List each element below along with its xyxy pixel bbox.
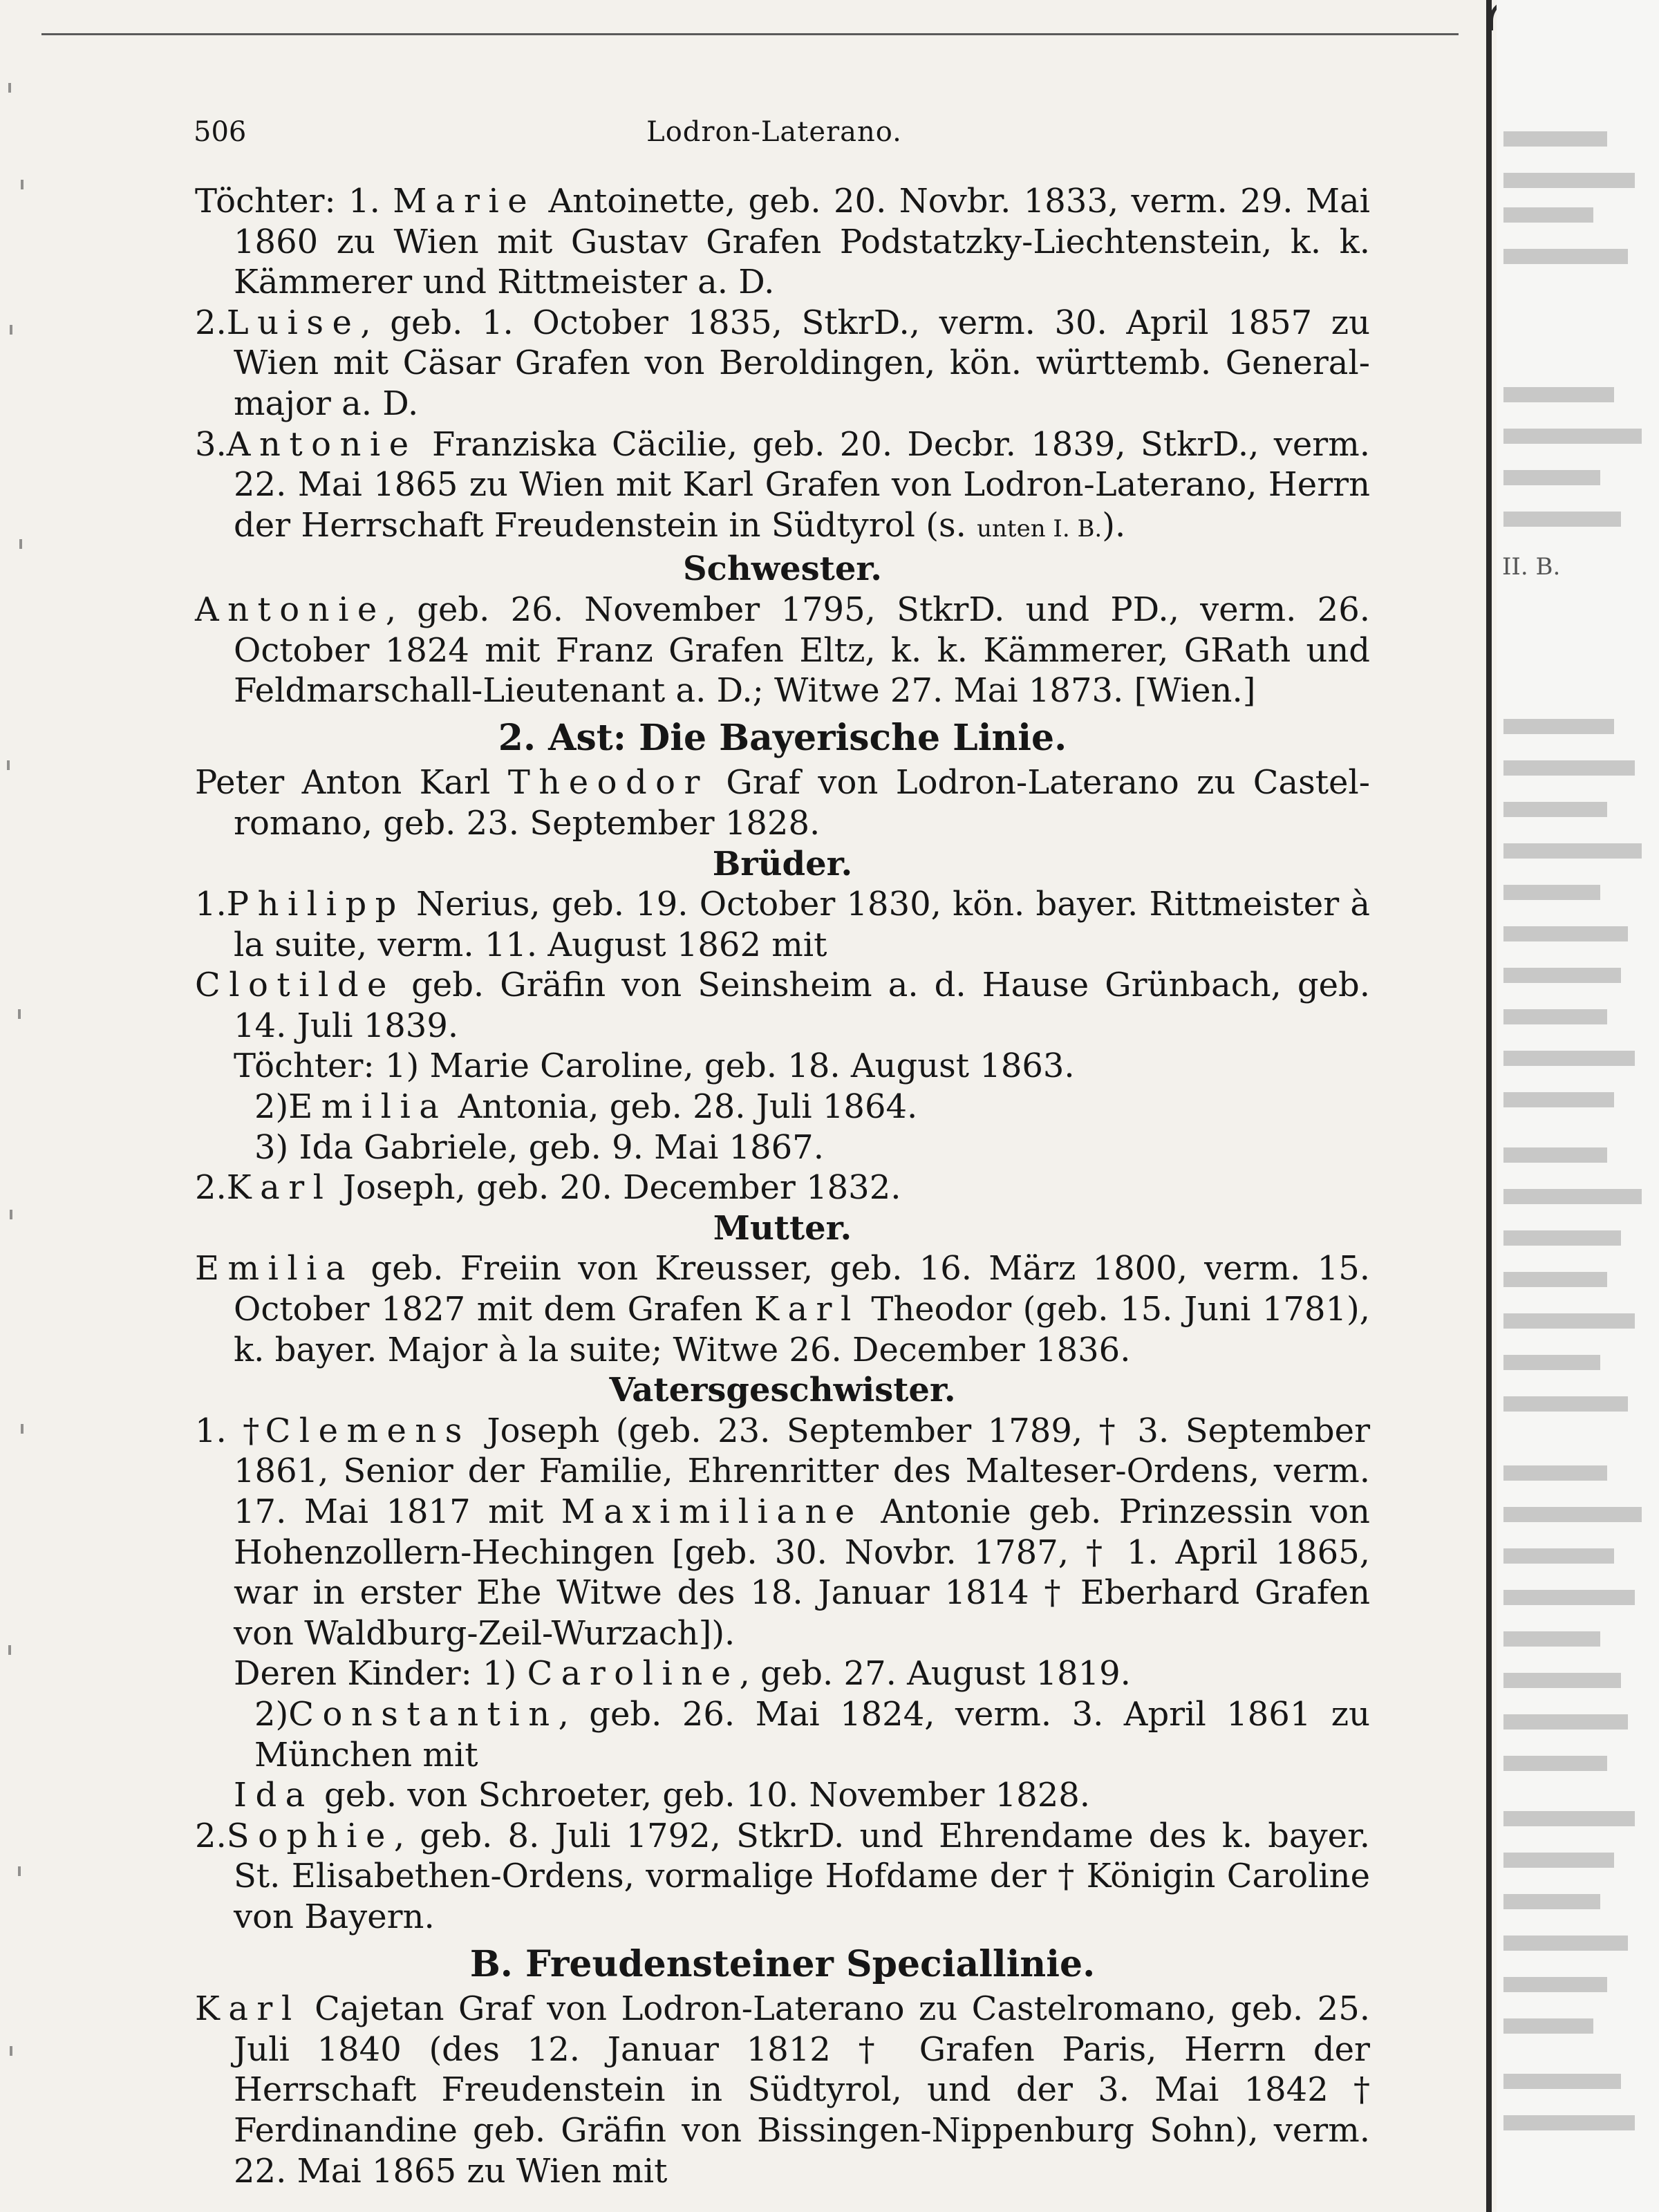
entry-brother-philipp: 1.Philipp Nerius, geb. 19. October 1830, kön. bayer. Rittmeister à la suite, verm. 11. August 1862 mit (195, 885, 1370, 964)
main-text (195, 181, 1370, 2191)
entry-child-constantin: 2)Constantin, geb. 26. Mai 1824, verm. 3. April 1861 zu München mit (254, 1694, 1370, 1774)
top-rule (41, 33, 1459, 35)
running-title: Lodron-Laterano. (646, 116, 902, 148)
entry-daughters-philipp: Töchter: 1) Marie Caroline, geb. 18. August 1863. (234, 1047, 1075, 1086)
entry-wife-ida: Ida geb. von Schroeter, geb. 10. November 1828. (234, 1776, 1091, 1815)
entry-mother-emilia: Emilia geb. Freiin von Kreusser, geb. 16. März 1800, verm. 15. October 1827 mit dem Grafen Karl Theodor (geb. 15. Juni 1781), k. bayer. Major à la suite; Witwe 26. December 1836. (195, 1249, 1371, 1369)
entry-daughter-luise: 2.Luise, geb. 1. October 1835, StkrD., verm. 30. April 1857 zu Wien mit Cäsar Grafen von Beroldingen, kön. württemb. General-major a. D. (195, 303, 1370, 423)
entry-daughter-antonie: 3.Antonie Franziska Cäcilie, geb. 20. Decbr. 1839, StkrD., verm. 22. Mai 1865 zu Wien mit Karl Grafen von Lodron-Laterano, Herrn der Herrschaft Freudenstein in Südtyrol (s. unten I. B.). (195, 424, 1370, 545)
entry-brother-karl: 2.Karl Joseph, geb. 20. December 1832. (195, 1168, 901, 1208)
entry-daughter-emilia: 2)Emilia Antonia, geb. 28. Juli 1864. (254, 1087, 918, 1127)
entry-head-peter: Peter Anton Karl Theodor Graf von Lodron-Laterano zu Castel-romano, geb. 23. September 1828. (195, 763, 1370, 843)
scan-noise-left (0, 0, 41, 2212)
entry-wife-clotilde: Clotilde geb. Gräfin von Seinsheim a. d. Hause Grünbach, geb. 14. Juli 1839. (195, 966, 1370, 1045)
entry-daughter-ida: 3) Ida Gabriele, geb. 9. Mai 1867. (254, 1127, 824, 1167)
heading-brueder: Brüder. (712, 844, 853, 883)
entry-daughter-marie: Töchter: 1. Marie Antoinette, geb. 20. Novbr. 1833, verm. 29. Mai 1860 zu Wien mit Gustav Grafen Podstatzky-Liechtenstein, k. k. Kämmerer und Rittmeister a. D. (195, 182, 1370, 302)
heading-mutter: Mutter. (713, 1208, 852, 1248)
entry-uncle-clemens: 1. †Clemens Joseph (geb. 23. September 1789, † 3. September 1861, Senior der Familie, Ehrenritter des Malteser-Ordens, verm. 17. Mai 1817 mit Maximiliane Antonie geb. Prinzessin von Hohenzollern-Hechingen [geb. 30. Novbr. 1787, † 1. April 1865, war in erster Ehe Witwe des 18. Januar 1814 † Eberhard Grafen von Waldburg-Zeil-Wurzach]). (195, 1411, 1371, 1653)
heading-freudensteiner: B. Freudensteiner Speciallinie. (469, 1942, 1096, 1985)
adjacent-page-fragment: II. B. (1502, 553, 1561, 581)
heading-vatersgeschwister: Vatersgeschwister. (609, 1371, 956, 1410)
page-number: 506 (194, 116, 247, 148)
adjacent-page-edge (1497, 0, 1659, 2212)
entry-sister-antonie: Antonie, geb. 26. November 1795, StkrD. und PD., verm. 26. October 1824 mit Franz Grafen Eltz, k. k. Kämmerer, GRath und Feldmarschall-Lieutenant a. D.; Witwe 27. Mai 1873. [Wien.] (195, 590, 1370, 711)
book-gutter (1486, 0, 1492, 2212)
entry-children-label: Deren Kinder: 1) Caroline, geb. 27. August 1819. (234, 1654, 1131, 1694)
entry-karl-cajetan: Karl Cajetan Graf von Lodron-Laterano zu Castelromano, geb. 25. Juli 1840 (des 12. Januar 1812 † Grafen Paris, Herrn der Herrschaft Freudenstein in Südtyrol, und der 3. Mai 1842 † Ferdinandine geb. Gräfin von Bissingen-Nippenburg Sohn), verm. 22. Mai 1865 zu Wien mit (195, 1989, 1370, 2191)
heading-schwester: Schwester. (683, 550, 882, 589)
entry-aunt-sophie: 2.Sophie, geb. 8. Juli 1792, StkrD. und Ehrendame des k. bayer. St. Elisabethen-Ordens, vormalige Hofdame der † Königin Caroline von Bayern. (195, 1816, 1370, 1936)
page-header (194, 116, 1369, 158)
heading-bayerische-linie: 2. Ast: Die Bayerische Linie. (498, 716, 1067, 759)
